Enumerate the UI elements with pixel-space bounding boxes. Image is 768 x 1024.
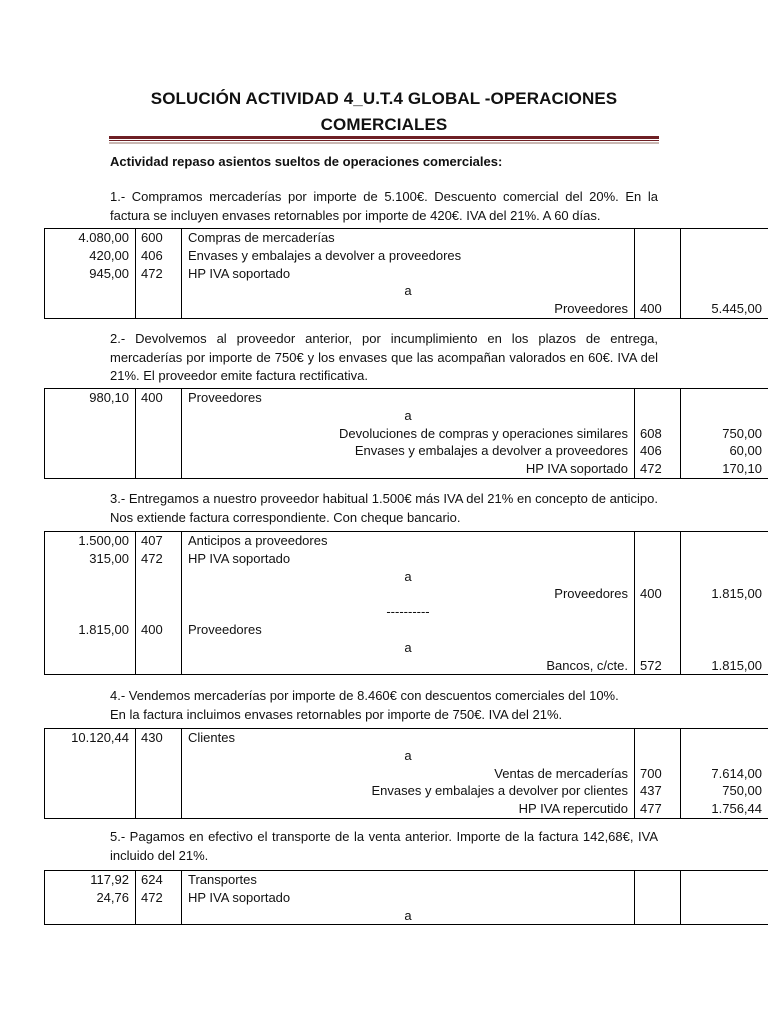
account-concept: Anticipos a proveedores [182, 532, 635, 550]
credit-amount: 1.815,00 [681, 657, 768, 675]
credit-account [635, 247, 681, 265]
credit-amount [681, 889, 768, 907]
entry-row [45, 800, 768, 818]
debit-account: 472 [136, 889, 182, 907]
exercise-statement-5 [110, 828, 658, 865]
account-concept: Transportes [182, 871, 635, 889]
account-concept: Devoluciones de compras y operaciones similares [182, 425, 635, 443]
debit-amount: 980,10 [45, 389, 136, 407]
debit-amount [45, 460, 136, 478]
account-concept: a [182, 407, 635, 425]
debit-account: 406 [136, 247, 182, 265]
credit-account: 437 [635, 782, 681, 800]
debit-account [136, 460, 182, 478]
debit-account [136, 603, 182, 621]
entry-row [45, 247, 768, 265]
credit-amount [681, 532, 768, 550]
entry-row [45, 603, 768, 621]
account-concept: a [182, 907, 635, 925]
debit-amount [45, 639, 136, 657]
account-concept: Envases y embalajes a devolver a proveedores [182, 442, 635, 460]
entry-row [45, 871, 768, 889]
account-concept: Ventas de mercaderías [182, 765, 635, 783]
credit-amount [681, 229, 768, 247]
debit-amount [45, 407, 136, 425]
entry-row [45, 229, 768, 247]
debit-amount [45, 782, 136, 800]
credit-amount: 1.756,44 [681, 800, 768, 818]
debit-account: 430 [136, 729, 182, 747]
debit-account [136, 782, 182, 800]
journal-entry-2 [44, 388, 768, 479]
credit-amount: 7.614,00 [681, 765, 768, 783]
credit-amount: 1.815,00 [681, 585, 768, 603]
credit-amount [681, 407, 768, 425]
statement-line: 4.- Vendemos mercaderías por importe de 8.460€ con descuentos comerciales del 10%. [110, 688, 619, 703]
entry-row [45, 407, 768, 425]
debit-account [136, 747, 182, 765]
credit-amount [681, 729, 768, 747]
account-concept: HP IVA soportado [182, 460, 635, 478]
credit-account [635, 621, 681, 639]
entry-row [45, 765, 768, 783]
account-concept: Envases y embalajes a devolver por clientes [182, 782, 635, 800]
credit-account [635, 407, 681, 425]
debit-account [136, 407, 182, 425]
debit-amount [45, 765, 136, 783]
account-concept: Clientes [182, 729, 635, 747]
debit-account [136, 282, 182, 300]
activity-subtitle: Actividad repaso asientos sueltos de operaciones comerciales: [110, 154, 503, 169]
debit-amount: 4.080,00 [45, 229, 136, 247]
credit-amount: 750,00 [681, 425, 768, 443]
account-concept: HP IVA soportado [182, 265, 635, 283]
debit-amount [45, 585, 136, 603]
entry-row [45, 425, 768, 443]
title-line-1: SOLUCIÓN ACTIVIDAD 4_U.T.4 GLOBAL -OPERACIONES [150, 89, 618, 108]
debit-amount [45, 282, 136, 300]
entry-row [45, 460, 768, 478]
account-concept: a [182, 639, 635, 657]
entry-row [45, 657, 768, 675]
credit-account: 572 [635, 657, 681, 675]
credit-amount [681, 621, 768, 639]
credit-amount [681, 568, 768, 586]
account-concept: Compras de mercaderías [182, 229, 635, 247]
credit-account [635, 265, 681, 283]
debit-account [136, 657, 182, 675]
credit-amount [681, 282, 768, 300]
entry-row [45, 729, 768, 747]
entry-row [45, 532, 768, 550]
debit-amount: 10.120,44 [45, 729, 136, 747]
credit-amount: 750,00 [681, 782, 768, 800]
debit-account [136, 568, 182, 586]
account-concept: Bancos, c/cte. [182, 657, 635, 675]
credit-amount [681, 639, 768, 657]
debit-account: 472 [136, 550, 182, 568]
entry-row [45, 442, 768, 460]
statement-line: 2.- Devolvemos al proveedor anterior, por incumplimiento en los plazos de entrega, mercaderías por importe de 750€ y los envases que las acompañan valorados en 60€. IVA del 21%. El proveedor emite factura rectificativa. [110, 331, 658, 383]
account-concept: Proveedores [182, 621, 635, 639]
credit-amount: 60,00 [681, 442, 768, 460]
statement-line: En la factura incluimos envases retornables por importe de 750€. IVA del 21%. [110, 706, 563, 722]
credit-account: 400 [635, 300, 681, 318]
credit-amount: 170,10 [681, 460, 768, 478]
account-concept: Proveedores [182, 300, 635, 318]
entry-row [45, 907, 768, 925]
credit-account [635, 603, 681, 621]
debit-account: 600 [136, 229, 182, 247]
credit-account: 608 [635, 425, 681, 443]
credit-account [635, 729, 681, 747]
entry-row [45, 282, 768, 300]
account-concept: HP IVA soportado [182, 889, 635, 907]
debit-account [136, 639, 182, 657]
entry-row [45, 747, 768, 765]
credit-account [635, 568, 681, 586]
page-title [0, 86, 768, 138]
exercise-statement-1 [110, 188, 658, 225]
credit-amount [681, 907, 768, 925]
entry-row [45, 585, 768, 603]
account-concept: Proveedores [182, 585, 635, 603]
journal-entry-4 [44, 728, 768, 819]
credit-account [635, 389, 681, 407]
credit-account [635, 889, 681, 907]
debit-amount [45, 907, 136, 925]
credit-amount [681, 747, 768, 765]
credit-amount [681, 871, 768, 889]
credit-amount [681, 247, 768, 265]
credit-account [635, 550, 681, 568]
debit-amount: 945,00 [45, 265, 136, 283]
entry-row [45, 389, 768, 407]
entry-row [45, 782, 768, 800]
debit-amount [45, 747, 136, 765]
entry-row [45, 300, 768, 318]
credit-account: 406 [635, 442, 681, 460]
account-concept: HP IVA soportado [182, 550, 635, 568]
debit-amount [45, 442, 136, 460]
journal-entry-3 [44, 531, 768, 675]
debit-account: 472 [136, 265, 182, 283]
exercise-statement-2 [110, 330, 658, 386]
statement-line: 5.- Pagamos en efectivo el transporte de la venta anterior. Importe de la factura 142,68€, IVA incluido del 21%. [110, 829, 658, 863]
credit-account [635, 282, 681, 300]
statement-line: 1.- Compramos mercaderías por importe de 5.100€. Descuento comercial del 20%. En la factura se incluyen envases retornables por importe de 420€. IVA del 21%. A 60 días. [110, 189, 658, 223]
credit-account: 472 [635, 460, 681, 478]
title-line-2: COMERCIALES [320, 115, 448, 134]
exercise-statement-4 [110, 687, 658, 724]
journal-entry-5 [44, 870, 768, 925]
credit-account: 400 [635, 585, 681, 603]
credit-amount [681, 550, 768, 568]
debit-account [136, 300, 182, 318]
credit-account [635, 229, 681, 247]
debit-amount [45, 568, 136, 586]
debit-account: 407 [136, 532, 182, 550]
statement-line: 3.- Entregamos a nuestro proveedor habitual 1.500€ más IVA del 21% en concepto de anticipo. Nos extiende factura correspondiente. Con cheque bancario. [110, 491, 658, 525]
debit-amount: 315,00 [45, 550, 136, 568]
credit-account [635, 532, 681, 550]
journal-entry-1 [44, 228, 768, 319]
account-concept: Envases y embalajes a devolver a proveedores [182, 247, 635, 265]
debit-amount: 420,00 [45, 247, 136, 265]
credit-account [635, 871, 681, 889]
account-concept: a [182, 568, 635, 586]
entry-row [45, 265, 768, 283]
debit-account [136, 907, 182, 925]
credit-amount [681, 389, 768, 407]
entry-row [45, 889, 768, 907]
debit-amount [45, 603, 136, 621]
entry-row [45, 568, 768, 586]
title-divider [109, 136, 659, 144]
debit-amount: 117,92 [45, 871, 136, 889]
credit-account: 477 [635, 800, 681, 818]
account-concept: HP IVA repercutido [182, 800, 635, 818]
debit-amount [45, 657, 136, 675]
debit-amount [45, 425, 136, 443]
debit-account [136, 800, 182, 818]
debit-account: 400 [136, 621, 182, 639]
debit-account [136, 442, 182, 460]
credit-account [635, 747, 681, 765]
debit-amount [45, 300, 136, 318]
entry-row [45, 639, 768, 657]
debit-amount: 1.815,00 [45, 621, 136, 639]
debit-account [136, 765, 182, 783]
credit-account [635, 907, 681, 925]
entry-row [45, 550, 768, 568]
debit-amount: 1.500,00 [45, 532, 136, 550]
debit-account: 624 [136, 871, 182, 889]
credit-account: 700 [635, 765, 681, 783]
account-concept: ---------- [182, 603, 635, 621]
debit-amount: 24,76 [45, 889, 136, 907]
account-concept: Proveedores [182, 389, 635, 407]
debit-amount [45, 800, 136, 818]
debit-account: 400 [136, 389, 182, 407]
debit-account [136, 585, 182, 603]
exercise-statement-3 [110, 490, 658, 527]
entry-row [45, 621, 768, 639]
debit-account [136, 425, 182, 443]
credit-amount: 5.445,00 [681, 300, 768, 318]
credit-account [635, 639, 681, 657]
account-concept: a [182, 282, 635, 300]
credit-amount [681, 603, 768, 621]
credit-amount [681, 265, 768, 283]
account-concept: a [182, 747, 635, 765]
